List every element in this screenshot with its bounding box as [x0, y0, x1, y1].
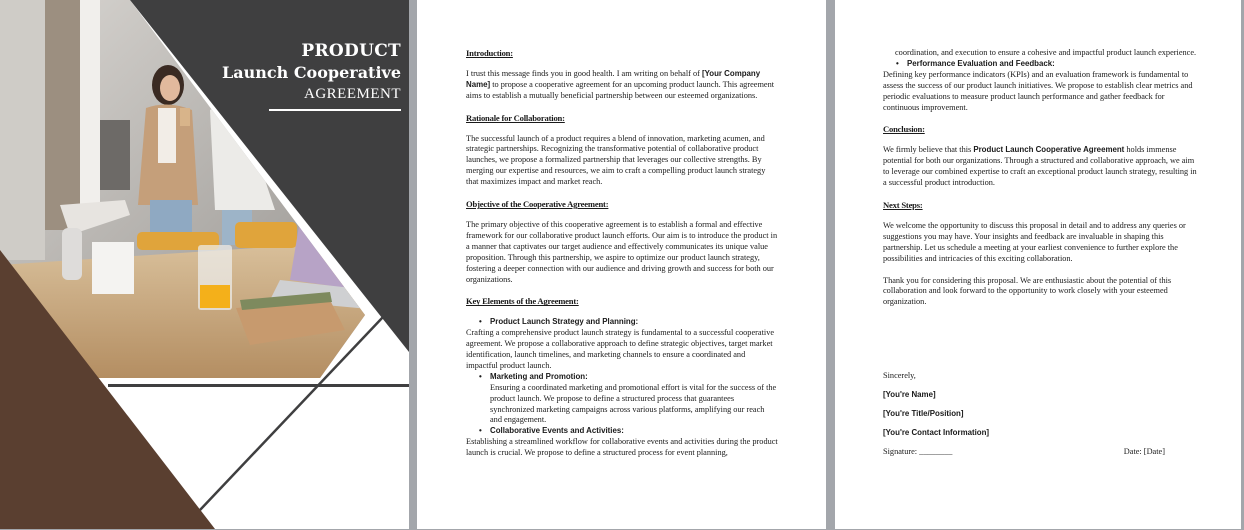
heading-rationale: Rationale for Collaboration:	[466, 112, 565, 123]
intro-text: I trust this message finds you in good health. I am writing on behalf of	[466, 68, 702, 78]
objective-paragraph: The primary objective of this cooperative agreement is to establish a formal and effective framework for our collaborative product launch efforts. Our aim is to introduce the product in a manner that captivates our target audience and effectively communicates its unique value proposition. Through this partnership, we aspire to optimize our product launch strategy, fostering a deeper connection with our audience and driving growth and success for both our organizations.	[466, 219, 778, 284]
bullet-performance-title: • Performance Evaluation and Feedback:	[895, 59, 1197, 70]
page-3-body	[883, 48, 1197, 458]
introduction-paragraph	[466, 69, 778, 102]
bullet-strategy-title: • Product Launch Strategy and Planning:	[478, 317, 778, 328]
heading-next-steps: Next Steps:	[883, 199, 923, 210]
heading-key-elements: Key Elements of the Agreement:	[466, 296, 579, 307]
signer-title-placeholder: [You're Title/Position]	[883, 409, 964, 419]
cover-title-line2: Launch Cooperative	[221, 63, 401, 82]
cover-title	[222, 40, 401, 104]
page-2-body	[466, 48, 778, 459]
signer-contact-placeholder: [You're Contact Information]	[883, 427, 990, 437]
next-steps-paragraph: We welcome the opportunity to discuss this proposal in detail and to address any queries or suggestions you may have. Your insights and feedback are invaluable in shaping this partnership. Let us schedule a meeting at your earliest convenience to further explore the possibilities and intricacies of this exciting collaboration.	[883, 220, 1186, 263]
rationale-paragraph: The successful launch of a product requires a blend of innovation, marketing acumen, and strategic partnerships. Recognizing the transformative potential of collaborative product launches, we propose a formalized partnership that leverages our collective strengths. By merging our expertise and resources, we aim to craft a compelling product launch strategy that maximizes impact and market reach.	[466, 133, 766, 187]
signature-date-row	[883, 447, 1165, 458]
conclusion-paragraph	[883, 145, 1197, 189]
document-page-3	[835, 0, 1241, 529]
bullet-marketing-title: • Marketing and Promotion:	[478, 372, 778, 383]
bullet-events-title: • Collaborative Events and Activities:	[478, 426, 778, 437]
bullet-events-text: Establishing a streamlined workflow for collaborative events and activities during the product launch is crucial. We propose to define a structured process for event planning,	[466, 437, 778, 458]
document-page-2	[417, 0, 826, 529]
bullet-performance-text: Defining key performance indicators (KPIs) and an evaluation framework is fundamental to assess the success of our product launch initiatives. We propose to establish clear metrics and periodic evaluations to measure product launch performance and gather feedback for continuous improvement.	[883, 69, 1193, 112]
cover-title-line1: PRODUCT	[301, 41, 401, 61]
heading-objective: Objective of the Cooperative Agreement:	[466, 199, 609, 210]
conclusion-text: We firmly believe that this	[883, 145, 974, 155]
key-elements-list	[466, 317, 778, 459]
title-underline-rule	[269, 109, 401, 111]
signature-field: Signature: ________	[883, 446, 953, 456]
key-elements-list-continued	[883, 48, 1197, 113]
date-field: Date: [Date]	[1123, 446, 1165, 456]
bullet-strategy-text: Crafting a comprehensive product launch strategy is fundamental to a successful cooperative agreement. We propose a collaborative approach to define strategic objectives, target market identification, launch timelines, and marketing channels to ensure a coordinated and impactful product launch.	[466, 328, 775, 370]
cover-title-line3: AGREEMENT	[304, 86, 401, 102]
intro-text-cont: to propose a cooperative agreement for an upcoming product launch. This agreement aims to establish a mutually beneficial partnership between our esteemed organizations.	[466, 79, 775, 100]
signer-name-placeholder: [You're Name]	[883, 390, 936, 400]
heading-conclusion: Conclusion:	[883, 124, 925, 135]
heading-introduction: Introduction:	[466, 48, 513, 58]
spacer	[883, 319, 1197, 371]
company-name-placeholder: [Your Company Name]	[466, 68, 761, 89]
thank-you-paragraph: Thank you for considering this proposal. We are enthusiastic about the potential of this collaboration and look forward to the opportunity to work closely with your esteemed organization.	[883, 275, 1172, 307]
horizontal-accent-bar	[108, 384, 409, 387]
closing-sincerely: Sincerely,	[883, 371, 916, 381]
agreement-name-bold: Product Launch Cooperative Agreement	[973, 145, 1125, 155]
events-text-continued: coordination, and execution to ensure a cohesive and impactful product launch experience.	[895, 48, 1197, 57]
cover-page	[0, 0, 409, 529]
bullet-marketing-text: Ensuring a coordinated marketing and promotional effort is vital for the success of the product launch. We propose to define a structured process that guarantees synchronized marketing campaigns across various platforms, amplifying our reach and engagement.	[490, 382, 777, 425]
conclusion-text-cont: holds immense potential for both our organizations. Through a structured and collaborative approach, we aim to leverage our combined expertise to craft an exceptional product launch strategy, resulting in a successful product introduction.	[883, 145, 1197, 188]
